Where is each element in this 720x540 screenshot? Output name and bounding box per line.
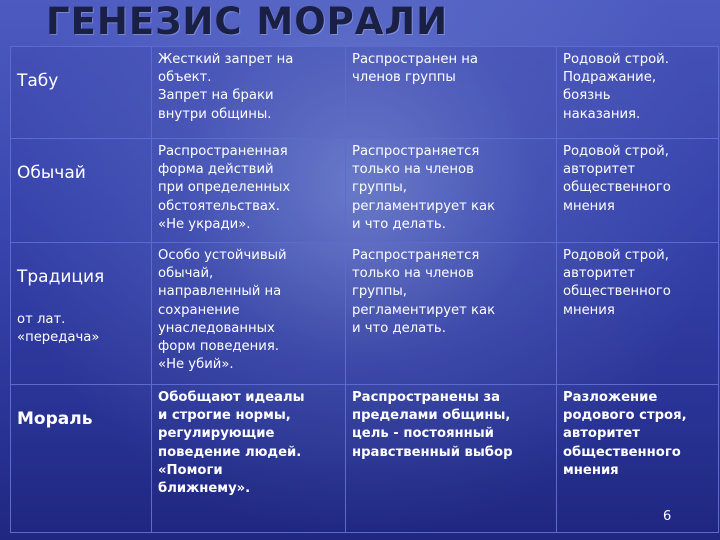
row-name-cell (11, 243, 152, 385)
scope-cell: Распространяется только на членов группы, регламентирует как и что делать. (346, 243, 557, 385)
row-name: Обычай (17, 163, 86, 183)
row-name-cell (11, 139, 152, 243)
slide-title: ГЕНЕЗИС МОРАЛИ (46, 0, 449, 43)
definition-cell: Особо устойчивый обычай, направленный на сохранение унаследованных форм поведения. «Не убий». (152, 243, 346, 385)
scope-cell: Распространен на членов группы (346, 47, 557, 139)
page-number: 6 (663, 509, 672, 524)
basis-cell: Разложение родового строя, авторитет общественного мнения (557, 385, 719, 533)
row-name-cell (11, 47, 152, 139)
table-row-tabu (11, 47, 719, 139)
table-row-tradition (11, 243, 719, 385)
scope-cell: Распространены за пределами общины, цель - постоянный нравственный выбор (346, 385, 557, 533)
row-name: Мораль (17, 409, 93, 429)
definition-cell: Распространенная форма действий при определенных обстоятельствах. «Не укради». (152, 139, 346, 243)
row-subname: от лат. «передача» (17, 312, 100, 345)
table-row-morality (11, 385, 719, 533)
basis-cell: Родовой строй, авторитет общественного мнения (557, 243, 719, 385)
row-name-cell (11, 385, 152, 533)
table-row-custom (11, 139, 719, 243)
scope-cell: Распространяется только на членов группы, регламентирует как и что делать. (346, 139, 557, 243)
morality-genesis-table (10, 46, 719, 533)
row-name: Традиция (17, 267, 105, 287)
row-name: Табу (17, 71, 59, 91)
basis-cell: Родовой строй, авторитет общественного мнения (557, 139, 719, 243)
definition-cell: Жесткий запрет на объект. Запрет на браки внутри общины. (152, 47, 346, 139)
basis-cell: Родовой строй. Подражание, боязнь наказания. (557, 47, 719, 139)
definition-cell: Обобщают идеалы и строгие нормы, регулирующие поведение людей. «Помоги ближнему». (152, 385, 346, 533)
